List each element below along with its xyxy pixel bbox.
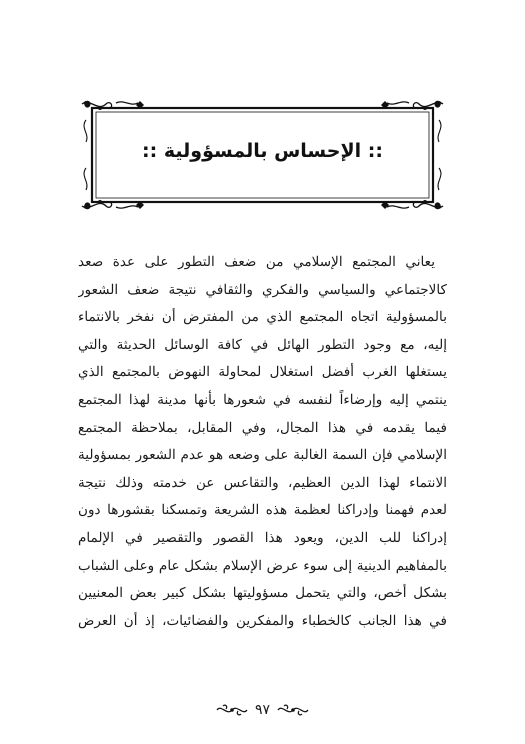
text-line: كالاجتماعي والسياسي والفكري والثقافي نتيجة ضعف الشعور [78, 281, 447, 298]
text-line: بشكل أخص، والتي يتحمل مسؤوليتها بشكل كبير بعض المعنيين [78, 585, 447, 602]
page-footer [0, 699, 525, 721]
text-line: يستغلها الغرب أفضل استغلال لمحاولة النهوض بالمجتمع الذي [78, 364, 447, 381]
text-line: إليه، مع وجود التطور الهائل في كافة الوسائل الحديثة والتي [78, 336, 447, 353]
text-line: الانتماء لهذا الدين العظيم، والتقاعس عن خدمته وذلك نتيجة [78, 474, 447, 491]
text-line: يعاني المجتمع الإسلامي من ضعف التطور على عدة صعد [78, 254, 435, 270]
text-line: بالمسؤولية اتجاه المجتمع الذي من المفترض أن نفخر بالانتماء [78, 309, 447, 326]
page-number: ٩٧ [254, 702, 271, 718]
footer-ornament-icon [276, 703, 310, 717]
text-line: لعدم فهمنا وإدراكنا لعظمة هذه الشريعة وتمسكنا بقشورها دون [78, 502, 447, 519]
text-line: ينتمي إليه وإرضاءاً لنفسه في شعورها بأنها مدينة لهذا المجتمع [78, 391, 447, 408]
text-line: إدراكنا للب الدين، ويعود هذا القصور والتقصير في الإلمام [78, 529, 447, 546]
body-paragraph [78, 249, 447, 635]
text-line: بالمفاهيم الدينية إلى سوء عرض الإسلام بشكل عام وعلى الشباب [78, 557, 447, 574]
text-line: في هذا الجانب كالخطباء والمفكرين والفضائيات، إذ أن العرض [78, 612, 447, 629]
footer-ornament-icon [215, 703, 249, 717]
text-line: فيما يقدمه في هذا المجال، وفي المقابل، بملاحظة المجتمع [78, 419, 447, 436]
page-title: :: الإحساس بالمسؤولية :: [142, 140, 383, 162]
text-line: الإسلامي فإن السمة الغالبة على وضعه هو عدم الشعور بمسؤولية [78, 447, 447, 464]
